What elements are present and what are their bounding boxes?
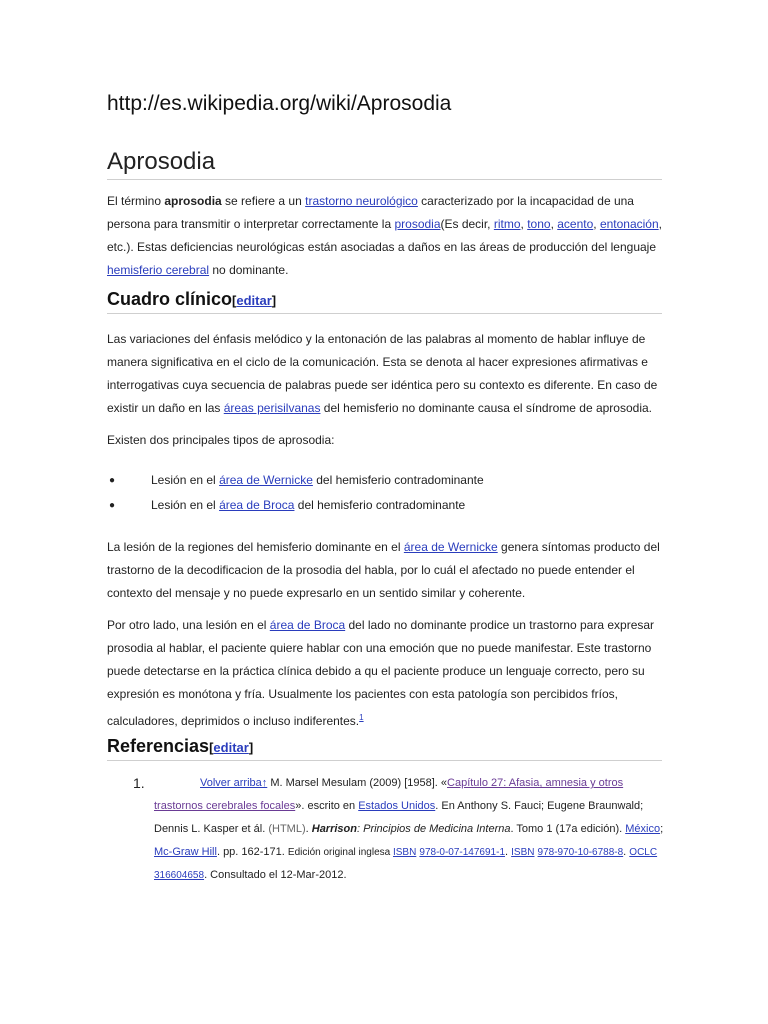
- link-hemisferio-cerebral[interactable]: hemisferio cerebral: [107, 263, 210, 277]
- heading-referencias: Referencias[editar]: [107, 736, 662, 761]
- page-title: Aprosodia: [107, 148, 662, 180]
- reference-number: 1.: [133, 775, 145, 791]
- link-oclc[interactable]: 316604658: [154, 870, 205, 881]
- link-estados-unidos[interactable]: Estados Unidos: [358, 800, 436, 812]
- link-tono[interactable]: tono: [527, 217, 551, 231]
- link-isbn-1[interactable]: 978-0-07-147691-1: [419, 847, 506, 858]
- link-areas-perisilvanas[interactable]: áreas perisilvanas: [223, 401, 321, 415]
- heading-cuadro-clinico: Cuadro clínico[editar]: [107, 289, 662, 314]
- link-ritmo[interactable]: ritmo: [493, 217, 521, 231]
- reference-body: Volver arriba↑ M. Marsel Mesulam (2009) [1958]. «Capítulo 27: Afasia, amnesia y otros trastornos cerebrales focales». escrito en Estados Unidos. En Anthony S. Fauci; Eugene Braunwald; Dennis L. Kasper et ál. (HTML). Harrison: Principios de Medicina Interna. Tomo 1 (17a edición). México; Mc-Graw Hill. pp. 162-171. Edición original inglesa ISBN 978-0-07-147691-1. ISBN 978-970-10-6788-8. OCLC 316604658. Consultado el 12-Mar-2012.: [154, 777, 664, 881]
- paragraph-lesion-dominante: La lesión de la regiones del hemisferio dominante en el área de Wernicke genera síntomas producto del trastorno de la decodificacion de la prosodia del habla, por lo cuál el afectado no puede entender el contexto del mensaje y no puede expresarlo en un sentido similar y coherente.: [107, 540, 660, 600]
- edit-cuadro-clinico-button[interactable]: editar: [236, 293, 272, 308]
- link-mexico[interactable]: México: [625, 823, 661, 835]
- back-to-top-link[interactable]: Volver arriba↑: [200, 777, 268, 789]
- term-aprosodia: aprosodia: [164, 194, 222, 208]
- link-isbn-label-1[interactable]: ISBN: [392, 847, 417, 858]
- link-area-broca-bullet[interactable]: área de Broca: [219, 498, 295, 512]
- page-url: http://es.wikipedia.org/wiki/Aprosodia: [107, 92, 452, 115]
- link-area-wernicke[interactable]: área de Wernicke: [403, 540, 498, 554]
- bullet-glyph: ●: [109, 500, 116, 511]
- edit-section-link: [editar]: [209, 740, 254, 755]
- paragraph-variaciones: Las variaciones del énfasis melódico y la entonación de las palabras al momento de hablar influye de manera significativa en el ciclo de la comunicación. Esta se denota al hacer expresiones afirmativas e interrogativas cuya secuencia de palabras puede ser idéntica pero su contexto es diferente. En caso de existir un daño en las áreas perisilvanas del hemisferio no dominante causa el síndrome de aprosodia.: [107, 332, 658, 415]
- edit-section-link: [editar]: [232, 293, 277, 308]
- link-isbn-2[interactable]: 978-970-10-6788-8: [537, 847, 624, 858]
- link-acento[interactable]: acento: [557, 217, 594, 231]
- link-area-wernicke-bullet[interactable]: área de Wernicke: [219, 473, 313, 487]
- intro-paragraph: El término aprosodia se refiere a un trastorno neurológico caracterizado por la incapacidad de una persona para transmitir o interpretar correctamente la prosodia(Es decir, ritmo, tono, acento, entonación, etc.). Estas deficiencias neurológicas están asociadas a daños en las áreas de producción del lenguaje hemisferio cerebral no dominante.: [107, 194, 662, 277]
- link-trastorno-neurologico[interactable]: trastorno neurológico: [305, 194, 418, 208]
- edit-referencias-button[interactable]: editar: [213, 740, 249, 755]
- bullet-glyph: ●: [109, 475, 116, 486]
- paragraph-tipos: Existen dos principales tipos de aprosodia:: [107, 433, 335, 447]
- link-area-broca[interactable]: área de Broca: [269, 618, 346, 632]
- link-prosodia[interactable]: prosodia: [394, 217, 441, 231]
- link-entonacion[interactable]: entonación: [599, 217, 659, 231]
- paragraph-lesion-broca: Por otro lado, una lesión en el área de Broca del lado no dominante prodice un trastorno para expresar prosodia al hablar, el paciente quiere hablar con una emoción que no puede manifestar. Este trastorno puede detectarse en la práctica clínica debido a qu el paciente produce un lenguaje correcto, pero su expresión es monótona y fría. Usualmente los pacientes con esta patología son percibidos fríos, calculadores, deprimidos o incluso indiferentes.$^1$: [107, 618, 655, 728]
- link-capitulo-27[interactable]: Capítulo 27: Afasia, amnesia y otros trastornos cerebrales focales: [154, 777, 624, 812]
- book-title-harrison: Harrison: [311, 823, 357, 835]
- link-isbn-label-2[interactable]: ISBN: [511, 847, 535, 858]
- link-mcgraw-hill[interactable]: Mc-Graw Hill: [154, 846, 217, 858]
- link-oclc-label[interactable]: OCLC: [629, 847, 658, 858]
- footnote-1-link[interactable]: 1: [359, 713, 364, 722]
